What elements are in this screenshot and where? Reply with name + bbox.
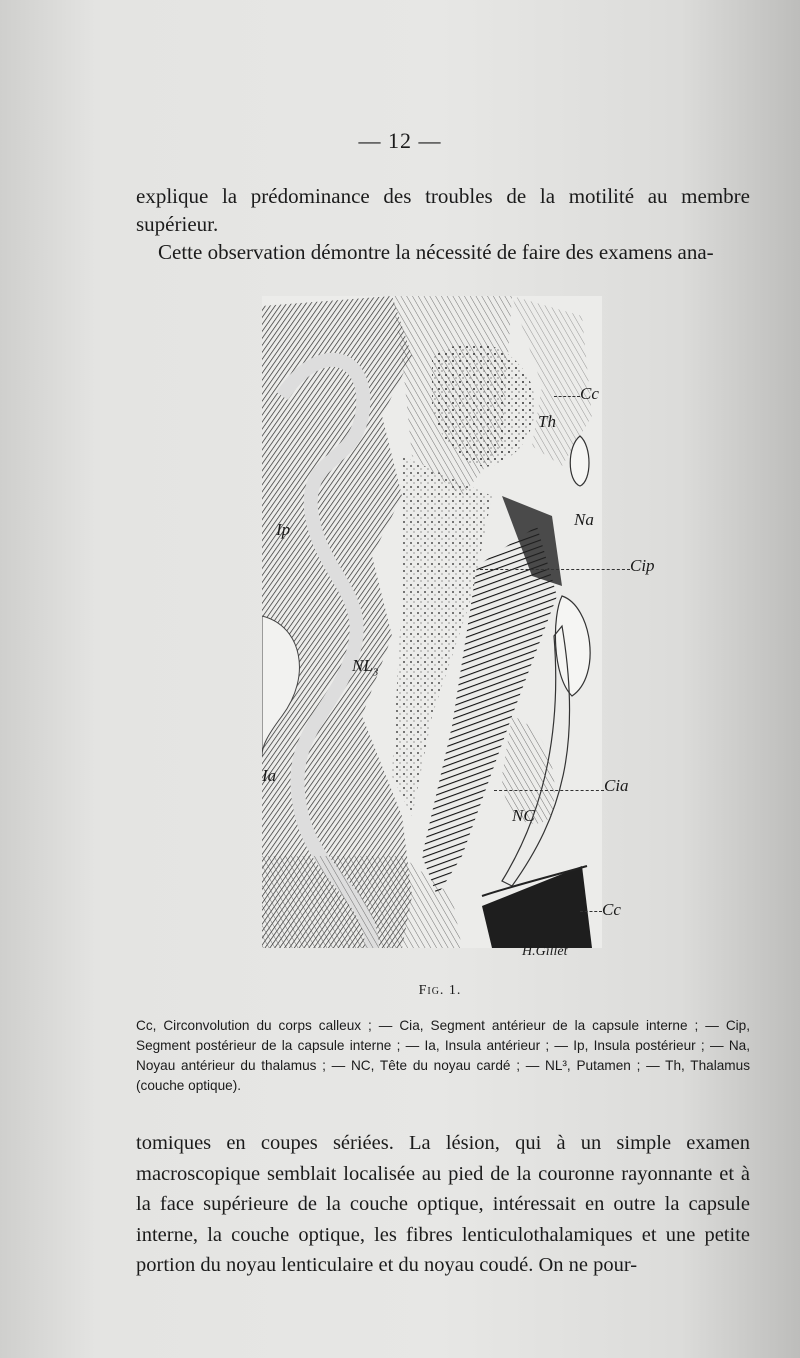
- paragraph-observation: Cette observation démontre la nécessité de faire des examens ana-: [158, 240, 714, 264]
- figure-legend: Cc, Circonvolution du corps calleux ; — Cia, Segment antérieur de la capsule interne ; — Cip, Segment postérieur de la capsule interne ; — Ia, Insula antérieur ; — Ip, Insula postérieur ; — Na, Noyau antérieur du thalamus ; — NC, Tête du noyau cardé ; — NL³, Putamen ; — Th, Thalamus (couche optique).: [136, 1018, 750, 1093]
- label-ia: Ia: [262, 766, 277, 785]
- illustrator-signature: H.Gillet: [522, 944, 568, 959]
- label-cc-bottom: Cc: [602, 900, 621, 919]
- label-na: Na: [574, 510, 594, 529]
- label-nl3: [352, 656, 378, 678]
- figure-title: Fig. 1.: [418, 983, 462, 998]
- bottom-paragraph: [136, 1128, 750, 1281]
- label-nc: NC: [512, 806, 535, 825]
- label-th: Th: [538, 412, 556, 431]
- leader-cip: [480, 569, 630, 570]
- label-ip: Ip: [276, 520, 291, 539]
- brain-section-drawing: [262, 296, 602, 948]
- label-cip: Cip: [630, 556, 655, 575]
- paragraph-lesion: tomiques en coupes sériées. La lésion, qui à un simple examen macroscopique semblait localisée au pied de la couronne rayonnante et à la face supérieure de la couche optique, intéressait en outre la capsule interne, la couche optique, les fibres lenticulothalamiques et une petite portion du noyau lenticulaire et du noyau coudé. On ne pour-: [136, 1132, 750, 1276]
- leader-cia: [494, 790, 604, 791]
- leader-cc-bottom: [580, 911, 602, 912]
- paragraph-continuation: explique la prédominance des troubles de la motilité au membre supérieur.: [136, 184, 750, 236]
- label-nl3-sub: 3: [372, 666, 379, 679]
- label-nl3-main: NL: [352, 656, 373, 675]
- brain-section-illustration: [262, 296, 655, 948]
- top-paragraphs: [136, 182, 750, 266]
- leader-cc-top: [554, 396, 580, 397]
- label-cia: Cia: [604, 776, 629, 795]
- label-cc-top: Cc: [580, 384, 599, 403]
- page-number: — 12 —: [358, 128, 442, 153]
